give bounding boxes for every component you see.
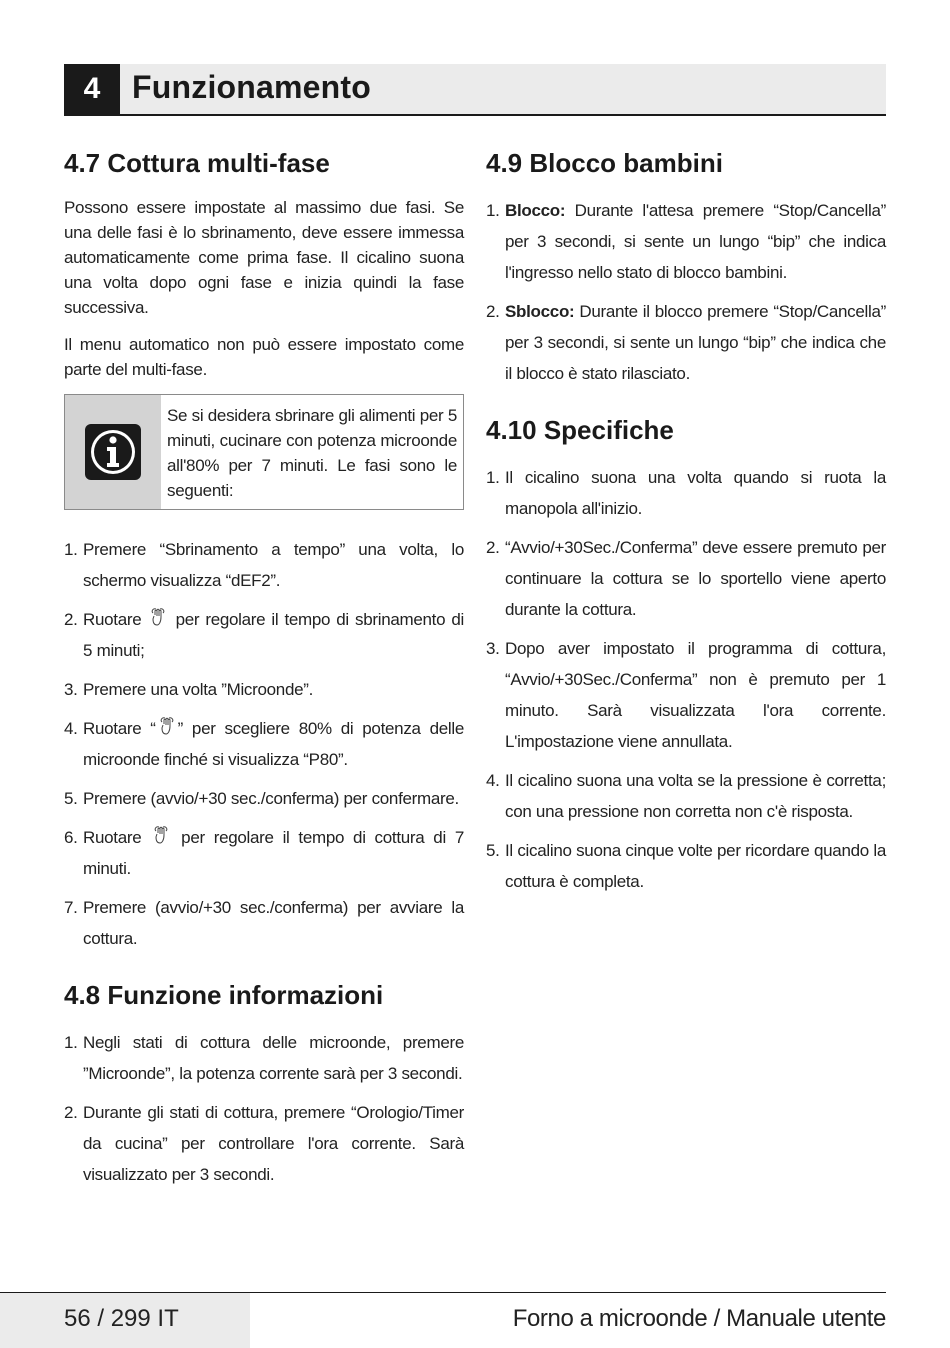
document-title: Forno a microonde / Manuale utente	[512, 1305, 886, 1332]
steps-list-4-7	[64, 534, 464, 954]
list-item: 3. Premere una volta ”Microonde”.	[64, 680, 314, 700]
list-item: 2. “Avvio/+30Sec./Conferma” deve essere premuto per continuare la cottura se lo sportello viene aperto durante la cottura.	[486, 538, 886, 620]
page-number: 56 / 299 IT	[64, 1305, 179, 1332]
list-item: 2. Durante gli stati di cottura, premere “Orologio/Timer da cucina” per controllare l'ora corrente. Sarà visualizzato per 3 secondi.	[64, 1103, 464, 1185]
list-item: 2. Sblocco: Durante il blocco premere “Stop/Cancella” per 3 secondi, si sente un lungo “bip” che indica che il blocco è stato rilasciato.	[486, 302, 886, 384]
list-item: 4. Ruotare “ ” per scegliere 80% di potenza delle microonde finché si visualizza “P80”.	[64, 713, 464, 775]
list-item: 3. Dopo aver impostato il programma di cottura, “Avvio/+30Sec./Conferma” non è premuto per 1 minuto. Sarà visualizzata l'ora corrente. L'impostazione viene annullata.	[486, 639, 886, 752]
info-note	[64, 394, 464, 510]
section-title-4-8: 4.8 Funzione informazioni	[64, 980, 384, 1011]
list-item: 2. Ruotare per regolare il tempo di sbrinamento di 5 minuti;	[64, 604, 464, 666]
list-item: 4. Il cicalino suona una volta se la pressione è corretta; con una pressione non corretta non c'è risposta.	[486, 771, 886, 822]
list-item: 6. Ruotare per regolare il tempo di cottura di 7 minuti.	[64, 822, 464, 884]
section-title-4-7: 4.7 Cottura multi-fase	[64, 148, 330, 178]
knob-icon	[152, 825, 170, 845]
chapter-header	[64, 64, 886, 116]
left-column	[64, 148, 464, 1198]
list-item: 7. Premere (avvio/+30 sec./conferma) per avviare la cottura.	[64, 898, 464, 949]
steps-list-4-9	[486, 195, 886, 389]
steps-list-4-10	[486, 462, 886, 897]
item-label: Sblocco:	[505, 302, 575, 322]
paragraph: Il menu automatico non può essere impostato come parte del multi-fase.	[64, 335, 464, 380]
section-title-4-10: 4.10 Specifiche	[486, 415, 674, 446]
knob-icon	[149, 607, 167, 627]
list-item: 1. Il cicalino suona una volta quando si ruota la manopola all'inizio.	[486, 468, 886, 519]
list-item: 1. Blocco: Durante l'attesa premere “Stop/Cancella” per 3 secondi, si sente un lungo “bip” che indica l'ingresso nello stato di blocco bambini.	[486, 201, 886, 283]
list-item: 1. Premere “Sbrinamento a tempo” una volta, lo schermo visualizza “dEF2”.	[64, 540, 464, 591]
list-item: 5. Premere (avvio/+30 sec./conferma) per confermare.	[64, 789, 459, 809]
knob-icon	[158, 716, 176, 736]
list-item: 5. Il cicalino suona cinque volte per ricordare quando la cottura è completa.	[486, 841, 886, 892]
list-item: 1. Negli stati di cottura delle microonde, premere ”Microonde”, la potenza corrente sarà per 3 secondi.	[64, 1033, 464, 1084]
chapter-number: 4	[64, 64, 120, 114]
paragraph: Possono essere impostate al massimo due fasi. Se una delle fasi è lo sbrinamento, deve essere immessa automaticamente come prima fase. Il cicalino suona una volta dopo ogni fase e inizia quindi la fase successiva.	[64, 198, 464, 318]
steps-list-4-8	[64, 1027, 464, 1190]
info-text: Se si desidera sbrinare gli alimenti per 5 minuti, cucinare con potenza microonde all'80% per 7 minuti. Le fasi sono le seguenti:	[167, 406, 457, 501]
chapter-title: Funzionamento	[132, 69, 372, 105]
info-icon-cell	[65, 395, 161, 509]
item-label: Blocco:	[505, 201, 566, 221]
section-title-4-9: 4.9 Blocco bambini	[486, 148, 723, 178]
right-column	[486, 148, 886, 905]
info-icon	[84, 423, 142, 481]
